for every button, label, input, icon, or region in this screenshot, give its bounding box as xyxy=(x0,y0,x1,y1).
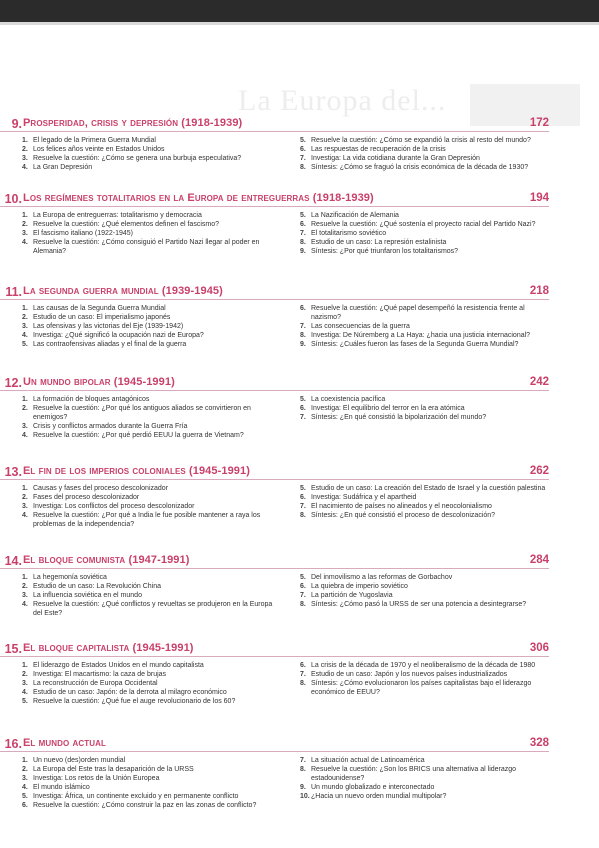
item-number: 6. xyxy=(300,583,306,590)
left-column xyxy=(22,396,280,441)
toc-unit xyxy=(0,376,599,439)
item-text: Síntesis: ¿En qué consistió la bipolarización del mundo? xyxy=(311,414,487,421)
item-text: Resuelve la cuestión: ¿Qué sostenía el proyecto racial del Partido Nazi? xyxy=(311,221,536,228)
unit-divider xyxy=(0,656,549,657)
toc-item[interactable] xyxy=(22,221,280,230)
toc-item[interactable] xyxy=(22,423,280,432)
toc-item[interactable] xyxy=(22,164,280,173)
toc-item[interactable] xyxy=(300,784,552,793)
item-text: Estudio de un caso: Japón: de la derrota al milagro económico xyxy=(33,689,227,696)
toc-item[interactable] xyxy=(22,323,280,332)
toc-item[interactable] xyxy=(22,698,280,707)
toc-unit xyxy=(0,465,599,528)
item-number: 3. xyxy=(22,775,28,782)
item-text: La hegemonía soviética xyxy=(33,574,107,581)
toc-unit xyxy=(0,737,599,809)
toc-item[interactable] xyxy=(300,323,552,332)
item-number: 5. xyxy=(300,574,306,581)
item-text: Resuelve la cuestión: ¿Qué fue el auge revolucionario de los 60? xyxy=(33,698,236,705)
item-number: 6. xyxy=(300,221,306,228)
unit-number: 16. xyxy=(4,737,22,751)
item-text: La Europa de entreguerras: totalitarismo y democracia xyxy=(33,212,202,219)
item-number: 7. xyxy=(300,757,306,764)
item-text: El nacimiento de países no alineados y el neocolonialismo xyxy=(311,503,492,510)
top-band-edge xyxy=(0,22,599,25)
unit-divider xyxy=(0,131,549,132)
item-number: 8. xyxy=(300,680,306,687)
top-dark-band xyxy=(0,0,599,22)
toc-item[interactable] xyxy=(22,775,280,784)
unit-page-number: 172 xyxy=(529,117,549,129)
item-number: 9. xyxy=(300,248,306,255)
item-number: 1. xyxy=(22,574,28,581)
item-number: 7. xyxy=(300,592,306,599)
unit-divider xyxy=(0,299,549,300)
item-text: Las consecuencias de la guerra xyxy=(311,322,410,330)
item-number: 4. xyxy=(22,784,28,791)
toc-item[interactable] xyxy=(300,671,552,680)
right-column xyxy=(300,574,552,610)
item-number: 2. xyxy=(22,314,28,321)
item-number: 4. xyxy=(22,601,28,608)
toc-item[interactable] xyxy=(300,601,552,610)
toc-item[interactable] xyxy=(22,432,280,441)
item-number: 9. xyxy=(300,340,306,348)
toc-item[interactable] xyxy=(22,784,280,793)
item-text: Investiga: De Núremberg a La Haya: ¿hacia una justicia internacional? xyxy=(311,331,531,339)
unit-title[interactable]: El bloque capitalista (1945-1991) xyxy=(23,642,194,654)
item-text: La Europa del Este tras la desaparición de la URSS xyxy=(33,766,194,773)
toc-item[interactable] xyxy=(22,601,280,618)
item-text: Investiga: Los retos de la Unión Europea xyxy=(33,775,160,782)
item-number: 8. xyxy=(300,512,306,519)
unit-header xyxy=(0,285,599,301)
item-number: 8. xyxy=(300,766,306,773)
toc-item[interactable] xyxy=(22,793,280,802)
unit-divider xyxy=(0,568,549,569)
toc-item[interactable] xyxy=(300,662,552,671)
toc-unit xyxy=(0,192,599,255)
unit-title[interactable]: El bloque comunista (1947-1991) xyxy=(23,554,190,566)
item-text: Investiga: El equilibrio del terror en la era atómica xyxy=(311,405,465,412)
right-column xyxy=(300,485,552,521)
item-number: 3. xyxy=(22,230,28,237)
unit-title[interactable]: El fin de los imperios coloniales (1945-1991) xyxy=(23,465,250,477)
item-number: 3. xyxy=(22,592,28,599)
unit-divider xyxy=(0,751,549,752)
item-number: 6. xyxy=(22,802,28,809)
item-text: Resuelve la cuestión: ¿Por qué a India le fue posible mantener a raya los problemas de la independencia? xyxy=(33,512,261,528)
item-text: Las causas de la Segunda Guerra Mundial xyxy=(33,305,166,312)
left-column xyxy=(22,662,280,707)
toc-item[interactable] xyxy=(22,396,280,405)
item-text: Resuelve la cuestión: ¿Qué papel desempeñó la resistencia frente al nazismo? xyxy=(311,305,525,321)
item-text: Las ofensivas y las victorias del Eje (1939-1942) xyxy=(33,323,184,330)
item-number: 8. xyxy=(300,601,306,608)
item-text: Investiga: La vida cotidiana durante la Gran Depresión xyxy=(311,155,480,162)
item-text: Investiga: ¿Qué significó la ocupación nazi de Europa? xyxy=(33,332,204,339)
item-text: Estudio de un caso: La represión estalinista xyxy=(311,239,447,246)
toc-item[interactable] xyxy=(22,583,280,592)
item-text: Los felices años veinte en Estados Unidos xyxy=(33,146,165,153)
item-number: 4. xyxy=(22,512,28,519)
item-text: La crisis de la década de 1970 y el neoliberalismo de la década de 1980 xyxy=(311,662,536,669)
unit-number: 11. xyxy=(5,285,22,299)
toc-item[interactable] xyxy=(300,137,552,146)
toc-item[interactable] xyxy=(300,757,552,766)
item-text: Del inmovilismo a las reformas de Gorbachov xyxy=(311,574,453,581)
item-text: Las contraofensivas aliadas y el final de la guerra xyxy=(33,341,187,348)
toc-item[interactable] xyxy=(22,212,280,221)
item-text: Las respuestas de recuperación de la crisis xyxy=(311,146,446,153)
unit-title[interactable]: Los regímenes totalitarios en la Europa de entreguerras (1918-1939) xyxy=(23,192,374,204)
left-column xyxy=(22,305,280,350)
item-number: 3. xyxy=(22,422,28,430)
toc-item[interactable] xyxy=(300,485,552,494)
item-number: 8. xyxy=(300,164,306,171)
item-text: El fascismo italiano (1922-1945) xyxy=(33,230,133,237)
item-number: 7. xyxy=(300,503,306,510)
item-text: Investiga: El macartismo: la caza de brujas xyxy=(33,671,167,678)
item-number: 4. xyxy=(22,239,28,246)
item-text: Investiga: África, un continente excluido y en permanente conflicto xyxy=(33,793,239,800)
toc-item[interactable] xyxy=(22,494,280,503)
item-text: Un mundo globalizado e interconectado xyxy=(311,783,435,791)
toc-item[interactable] xyxy=(22,574,280,583)
unit-header xyxy=(0,737,599,753)
item-text: La situación actual de Latinoamérica xyxy=(311,757,425,764)
unit-title[interactable]: Un mundo bipolar (1945-1991) xyxy=(23,376,175,388)
item-number: 1. xyxy=(22,662,28,669)
item-text: ¿Hacia un nuevo orden mundial multipolar? xyxy=(311,792,447,800)
toc-item[interactable] xyxy=(22,239,280,256)
right-column xyxy=(300,305,552,350)
unit-page-number: 262 xyxy=(529,465,549,477)
unit-number: 9. xyxy=(11,117,22,131)
toc-item[interactable] xyxy=(300,512,552,521)
right-column xyxy=(300,396,552,423)
item-text: Síntesis: ¿Cómo pasó la URSS de ser una potencia a desintegrarse? xyxy=(311,601,527,608)
item-text: La Nazificación de Alemania xyxy=(311,212,399,219)
item-number: 4. xyxy=(22,332,28,339)
unit-divider xyxy=(0,206,549,207)
item-text: La coexistencia pacífica xyxy=(311,396,386,403)
item-number: 7. xyxy=(300,322,306,330)
unit-number: 10. xyxy=(4,192,22,206)
item-number: 1. xyxy=(22,305,28,312)
toc-item[interactable] xyxy=(300,164,552,173)
toc-item[interactable] xyxy=(300,793,552,802)
right-column xyxy=(300,662,552,698)
unit-page-number: 194 xyxy=(529,192,549,204)
item-text: Resuelve la cuestión: ¿Cómo se genera una burbuja especulativa? xyxy=(33,155,242,162)
toc-item[interactable] xyxy=(300,680,552,697)
right-column xyxy=(300,137,552,173)
toc-item[interactable] xyxy=(300,221,552,230)
item-text: Investiga: Los conflictos del proceso descolonizador xyxy=(33,503,195,510)
toc-item[interactable] xyxy=(300,766,552,783)
toc-item[interactable] xyxy=(22,405,280,422)
unit-page-number: 218 xyxy=(529,285,549,297)
toc-unit xyxy=(0,285,599,348)
left-column xyxy=(22,574,280,619)
toc-item[interactable] xyxy=(300,155,552,164)
item-text: Resuelve la cuestión: ¿Son los BRICS una alternativa al liderazgo estadounidense? xyxy=(311,766,517,782)
item-text: Resuelve la cuestión: ¿Cómo construir la paz en las zonas de conflicto? xyxy=(33,802,257,809)
toc-unit xyxy=(0,554,599,617)
item-text: Síntesis: ¿Cómo se fraguó la crisis económica de la década de 1930? xyxy=(311,164,529,171)
toc-item[interactable] xyxy=(300,146,552,155)
unit-page-number: 328 xyxy=(529,737,549,749)
unit-number: 14. xyxy=(4,554,22,568)
left-column xyxy=(22,137,280,173)
item-text: El legado de la Primera Guerra Mundial xyxy=(33,137,156,144)
toc-item[interactable] xyxy=(22,314,280,323)
item-number: 4. xyxy=(22,431,28,439)
item-number: 10. xyxy=(300,792,310,800)
item-text: El liderazgo de Estados Unidos en el mundo capitalista xyxy=(33,662,204,669)
item-number: 7. xyxy=(300,230,306,237)
item-text: Un nuevo (des)orden mundial xyxy=(33,757,126,764)
toc-item[interactable] xyxy=(300,592,552,601)
toc-item[interactable] xyxy=(22,689,280,698)
item-text: Estudio de un caso: La creación del Estado de Israel y la cuestión palestina xyxy=(311,485,546,492)
item-number: 2. xyxy=(22,583,28,590)
item-text: El totalitarismo soviético xyxy=(311,230,387,237)
item-text: Resuelve la cuestión: ¿Qué conflictos y revueltas se produjeron en la Europa del Este? xyxy=(33,601,273,617)
toc-item[interactable] xyxy=(22,146,280,155)
unit-title[interactable]: El mundo actual xyxy=(23,737,106,749)
toc-unit xyxy=(0,117,599,171)
toc-item[interactable] xyxy=(300,494,552,503)
item-number: 3. xyxy=(22,503,28,510)
toc-item[interactable] xyxy=(22,592,280,601)
item-number: 4. xyxy=(22,689,28,696)
item-number: 2. xyxy=(22,146,28,153)
item-text: Resuelve la cuestión: ¿Por qué los antiguos aliados se convirtieron en enemigos? xyxy=(33,405,251,421)
item-number: 5. xyxy=(300,485,306,492)
toc-item[interactable] xyxy=(22,802,280,811)
unit-title[interactable]: Prosperidad, crisis y depresión (1918-1939) xyxy=(23,117,243,129)
toc-item[interactable] xyxy=(22,230,280,239)
item-number: 8. xyxy=(300,331,306,339)
item-number: 1. xyxy=(22,212,28,219)
unit-header xyxy=(0,554,599,570)
item-text: Estudio de un caso: La Revolución China xyxy=(33,583,162,590)
unit-header xyxy=(0,642,599,658)
unit-divider xyxy=(0,479,549,480)
toc-item[interactable] xyxy=(300,341,552,350)
item-number: 2. xyxy=(22,494,28,501)
right-column xyxy=(300,757,552,802)
item-text: Resuelve la cuestión: ¿Qué elementos definen el fascismo? xyxy=(33,221,219,228)
item-text: Fases del proceso descolonizador xyxy=(33,494,140,501)
item-number: 8. xyxy=(300,239,306,246)
left-column xyxy=(22,757,280,811)
item-text: Síntesis: ¿Por qué triunfaron los totalitarismos? xyxy=(311,248,459,255)
unit-header xyxy=(0,465,599,481)
unit-header xyxy=(0,192,599,208)
toc-item[interactable] xyxy=(300,305,552,322)
item-number: 3. xyxy=(22,680,28,687)
toc-item[interactable] xyxy=(300,583,552,592)
toc-item[interactable] xyxy=(300,414,552,423)
item-number: 1. xyxy=(22,137,28,144)
item-number: 6. xyxy=(300,305,306,312)
toc-item[interactable] xyxy=(22,341,280,350)
item-number: 2. xyxy=(22,671,28,678)
item-text: Resuelve la cuestión: ¿Cómo consiguió el Partido Nazi llegar al poder en Alemania? xyxy=(33,239,260,255)
item-text: La reconstrucción de Europa Occidental xyxy=(33,680,158,687)
toc-item[interactable] xyxy=(22,671,280,680)
toc-item[interactable] xyxy=(22,512,280,529)
item-number: 1. xyxy=(22,396,28,403)
toc-item[interactable] xyxy=(22,757,280,766)
unit-page-number: 242 xyxy=(529,376,549,388)
item-text: Resuelve la cuestión: ¿Por qué perdió EEUU la guerra de Vietnam? xyxy=(33,431,244,439)
left-column xyxy=(22,485,280,530)
item-number: 5. xyxy=(300,396,306,403)
unit-header xyxy=(0,117,599,133)
unit-number: 15. xyxy=(4,642,22,656)
item-text: Estudio de un caso: Japón y los nuevos países industrializados xyxy=(311,671,508,678)
unit-divider xyxy=(0,390,549,391)
item-number: 7. xyxy=(300,671,306,678)
toc-item[interactable] xyxy=(22,332,280,341)
toc-item[interactable] xyxy=(22,662,280,671)
item-text: Estudio de un caso: El imperialismo japonés xyxy=(33,314,171,321)
toc-item[interactable] xyxy=(300,230,552,239)
toc-item[interactable] xyxy=(300,405,552,414)
item-number: 3. xyxy=(22,155,28,162)
item-number: 6. xyxy=(300,405,306,412)
item-number: 6. xyxy=(300,662,306,669)
item-number: 7. xyxy=(300,414,306,421)
item-number: 5. xyxy=(22,341,28,348)
item-number: 5. xyxy=(300,212,306,219)
item-number: 1. xyxy=(22,757,28,764)
unit-header xyxy=(0,376,599,392)
item-number: 9. xyxy=(300,783,306,791)
item-number: 6. xyxy=(300,494,306,501)
item-text: La Gran Depresión xyxy=(33,164,93,171)
item-text: La formación de bloques antagónicos xyxy=(33,396,150,403)
item-text: La partición de Yugoslavia xyxy=(311,592,393,599)
toc-item[interactable] xyxy=(22,305,280,314)
toc-item[interactable] xyxy=(300,574,552,583)
item-text: Causas y fases del proceso descolonizador xyxy=(33,485,169,492)
toc-item[interactable] xyxy=(300,248,552,257)
toc-item[interactable] xyxy=(300,396,552,405)
item-text: El mundo islámico xyxy=(33,784,90,791)
item-text: Resuelve la cuestión: ¿Cómo se expandió la crisis al resto del mundo? xyxy=(311,137,531,144)
item-number: 4. xyxy=(22,164,28,171)
item-number: 7. xyxy=(300,155,306,162)
item-text: Síntesis: ¿Cómo evolucionaron los países capitalistas bajo el liderazgo económico de EEUU? xyxy=(311,680,532,696)
unit-page-number: 306 xyxy=(529,642,549,654)
toc-item[interactable] xyxy=(22,680,280,689)
toc-item[interactable] xyxy=(22,485,280,494)
toc-item[interactable] xyxy=(300,239,552,248)
item-number: 2. xyxy=(22,766,28,773)
item-number: 6. xyxy=(300,146,306,153)
right-column xyxy=(300,212,552,257)
toc-item[interactable] xyxy=(22,766,280,775)
item-text: La quiebra de imperio soviético xyxy=(311,583,408,590)
faded-page-title: La Europa del... xyxy=(238,84,447,117)
toc-unit xyxy=(0,642,599,705)
item-text: Crisis y conflictos armados durante la Guerra Fría xyxy=(33,422,188,430)
unit-title[interactable]: La segunda guerra mundial (1939-1945) xyxy=(23,285,223,297)
item-text: Investiga: Sudáfrica y el apartheid xyxy=(311,494,417,501)
unit-number: 13. xyxy=(4,465,22,479)
item-text: Síntesis: ¿Cuáles fueron las fases de la Segunda Guerra Mundial? xyxy=(311,340,519,348)
unit-page-number: 284 xyxy=(529,554,549,566)
toc-item[interactable] xyxy=(300,332,552,341)
item-number: 5. xyxy=(22,793,28,800)
item-text: Síntesis: ¿En qué consistió el proceso de descolonización? xyxy=(311,512,496,519)
item-text: La influencia soviética en el mundo xyxy=(33,592,142,599)
toc-item[interactable] xyxy=(22,503,280,512)
unit-number: 12. xyxy=(4,376,22,390)
toc-item[interactable] xyxy=(300,503,552,512)
toc-item[interactable] xyxy=(22,155,280,164)
item-number: 2. xyxy=(22,221,28,228)
item-number: 2. xyxy=(22,405,28,412)
toc-item[interactable] xyxy=(22,137,280,146)
left-column xyxy=(22,212,280,257)
item-number: 5. xyxy=(22,698,28,705)
item-number: 5. xyxy=(300,137,306,144)
item-number: 3. xyxy=(22,323,28,330)
toc-item[interactable] xyxy=(300,212,552,221)
item-number: 1. xyxy=(22,485,28,492)
